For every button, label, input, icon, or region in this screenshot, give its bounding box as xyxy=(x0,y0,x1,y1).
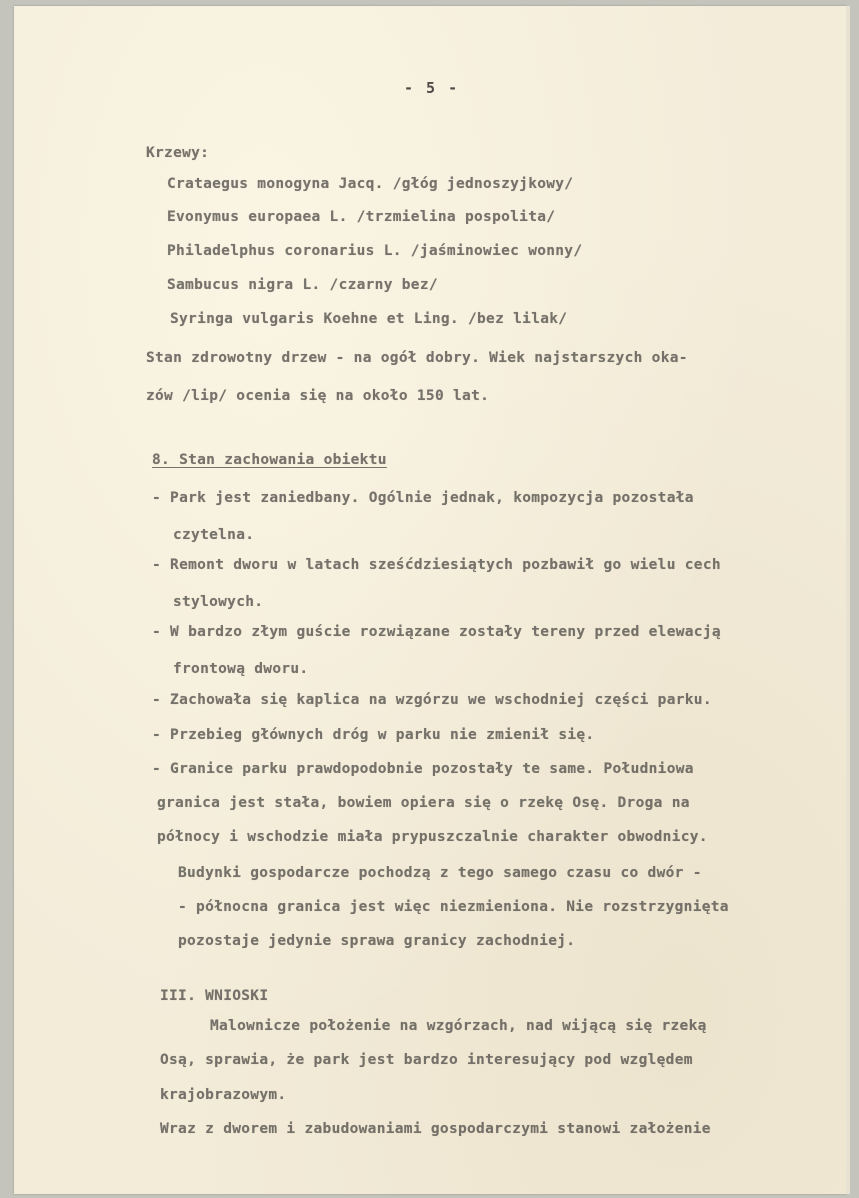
health-line: zów /lip/ ocenia się na około 150 lat. xyxy=(146,388,490,404)
section-3-line: Wraz z dworem i zabudowaniami gospodarczymi stanowi założenie xyxy=(160,1121,711,1137)
shrub-item: Philadelphus coronarius L. /jaśminowiec wonny/ xyxy=(167,243,583,259)
page-edge xyxy=(846,6,850,1194)
section-8-line: Budynki gospodarcze pochodzą z tego samego czasu co dwór - xyxy=(178,865,702,881)
section-8-line: pozostaje jedynie sprawa granicy zachodniej. xyxy=(178,933,576,949)
section-8-heading: 8. Stan zachowania obiektu xyxy=(152,452,387,468)
section-3-line: Osą, sprawia, że park jest bardzo interesujący pod względem xyxy=(160,1052,693,1068)
section-3-line: Malownicze położenie na wzgórzach, nad wijącą się rzeką xyxy=(210,1018,707,1034)
shrub-item: Crataegus monogyna Jacq. /głóg jednoszyjkowy/ xyxy=(167,176,574,192)
section-8-line: - Przebieg głównych dróg w parku nie zmienił się. xyxy=(152,727,595,743)
shrub-item: Evonymus europaea L. /trzmielina pospolita/ xyxy=(167,209,556,225)
section-8-line: - Granice parku prawdopodobnie pozostały te same. Południowa xyxy=(152,761,694,777)
section-8-line: stylowych. xyxy=(173,594,264,610)
shrub-item: Syringa vulgaris Koehne et Ling. /bez lilak/ xyxy=(170,311,568,327)
section-8-line: północy i wschodzie miała prypuszczalnie charakter obwodnicy. xyxy=(157,829,708,845)
section-8-line: - północna granica jest więc niezmieniona. Nie rozstrzygnięta xyxy=(178,899,729,915)
section-3-heading: III. WNIOSKI xyxy=(160,988,269,1004)
health-line: Stan zdrowotny drzew - na ogół dobry. Wiek najstarszych oka- xyxy=(146,350,688,366)
section-8-line: - Remont dworu w latach sześćdziesiątych pozbawił go wielu cech xyxy=(152,557,721,573)
page-number: - 5 - xyxy=(404,79,460,97)
section-8-line: frontową dworu. xyxy=(173,661,309,677)
section-8-line: - Zachowała się kaplica na wzgórzu we wschodniej części parku. xyxy=(152,692,712,708)
section-8-line: granica jest stała, bowiem opiera się o rzekę Osę. Droga na xyxy=(157,795,690,811)
section-8-line: - W bardzo złym guście rozwiązane zostały tereny przed elewacją xyxy=(152,624,721,640)
shrubs-heading: Krzewy: xyxy=(146,145,210,161)
section-8-line: czytelna. xyxy=(173,527,255,543)
shrub-item: Sambucus nigra L. /czarny bez/ xyxy=(167,277,438,293)
section-8-line: - Park jest zaniedbany. Ogólnie jednak, kompozycja pozostała xyxy=(152,490,694,506)
section-3-line: krajobrazowym. xyxy=(160,1087,287,1103)
